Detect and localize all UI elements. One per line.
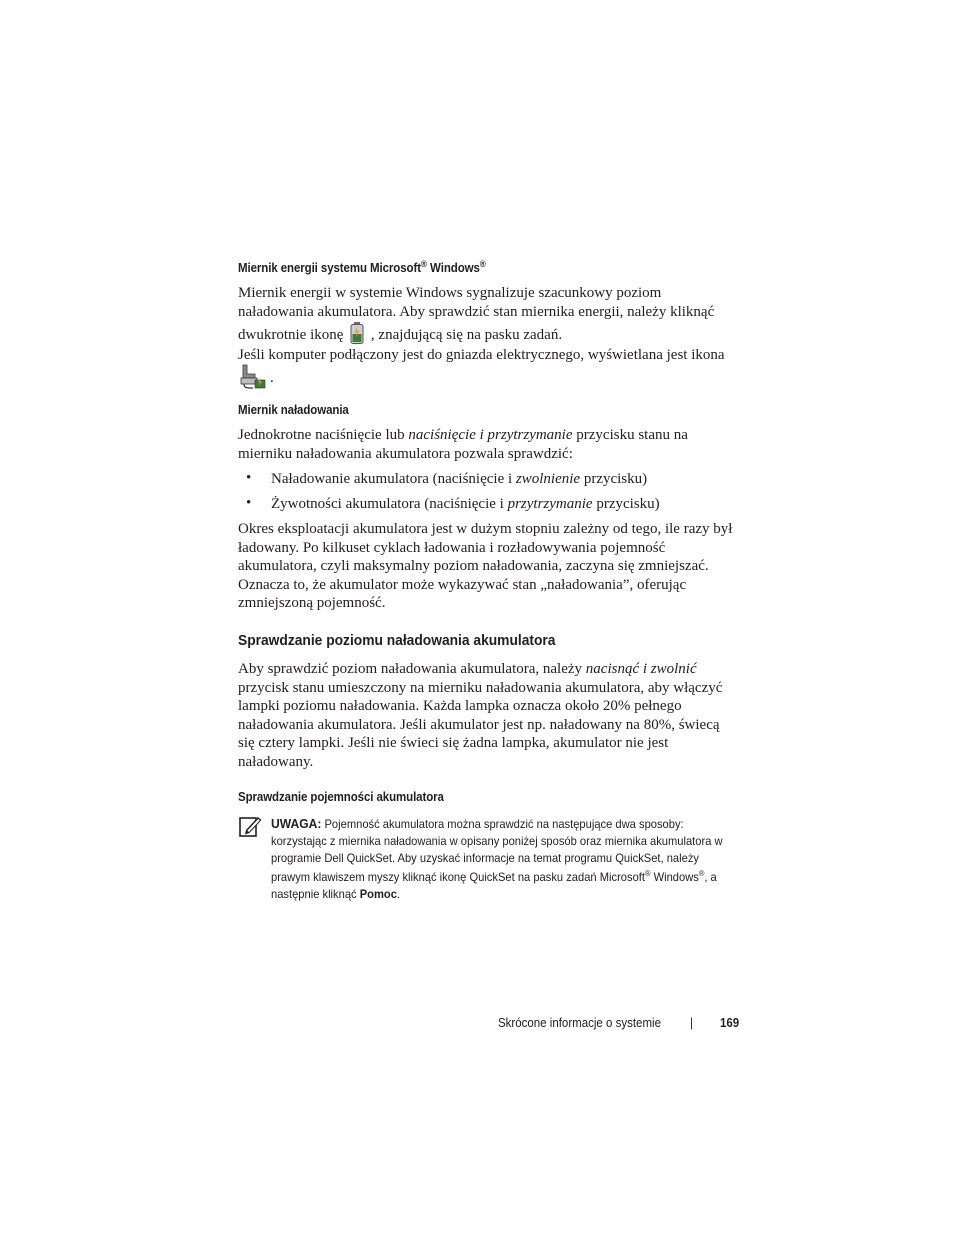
paragraph-text: , znajdującą się na pasku zadań. [367, 327, 563, 344]
charge-gauge-paragraph [238, 426, 738, 463]
list-item-text: przycisku) [592, 496, 660, 512]
plugged-in-paragraph [238, 346, 738, 365]
pencil-note-icon [239, 815, 263, 842]
plugged-in-paragraph-end [270, 369, 290, 388]
section-heading-power-meter [238, 259, 486, 275]
section-heading-check-capacity: Sprawdzanie pojemności akumulatora [238, 790, 444, 804]
note-label: UWAGA: [271, 816, 322, 831]
list-item-text: Naładowanie akumulatora (naciśnięcie i [271, 471, 516, 487]
list-item-text: Żywotności akumulatora (naciśnięcie i [271, 496, 508, 512]
heading-text: Miernik energii systemu Microsoft [238, 261, 421, 275]
paragraph-text: Jeśli komputer podłączony jest do gniazda elektrycznego, wyświetlana jest ikona [238, 347, 725, 363]
power-meter-paragraph [238, 284, 738, 351]
note-text [271, 816, 727, 903]
registered-mark: ® [479, 259, 486, 269]
check-charge-paragraph [238, 660, 738, 772]
registered-mark: ® [644, 869, 651, 879]
list-item-text: przycisku) [580, 471, 648, 487]
power-plug-icon [239, 362, 269, 395]
paragraph-text: Miernik energii w systemie Windows sygnalizuje szacunkowy poziom naładowania akumulatora. Aby sprawdzić stan miernika energii, należy kliknąć dwukrotnie ikonę [238, 285, 715, 344]
list-item [271, 495, 741, 514]
footer-separator: | [690, 1016, 693, 1030]
section-heading-check-charge: Sprawdzanie poziomu naładowania akumulatora [238, 632, 556, 649]
note-body: , a następnie kliknąć [271, 870, 717, 902]
paragraph-text: przycisk stanu umieszczony na mierniku naładowania akumulatora, aby włączyć lampki poziomu naładowania. Każda lampka oznacza około 20% pełnego naładowania akumulatora. Jeśli akumulator jest np. naładowany na 80%, świecą się cztery lampki. Jeśli nie świeci się żadna lampka, akumulator nie jest naładowany. [238, 679, 723, 770]
emphasis-text: nacisnąć i zwolnić [585, 661, 697, 677]
help-label: Pomoc [359, 887, 397, 902]
paragraph-text: Jednokrotne naciśnięcie lub [238, 427, 409, 443]
list-item [271, 470, 741, 489]
paragraph-text: przycisku stanu na mierniku naładowania akumulatora pozwala sprawdzić: [238, 427, 688, 462]
note-body: Pojemność akumulatora można sprawdzić na następujące dwa sposoby: korzystając z miernika naładowania w opisany poniżej sposób oraz miernika akumulatora w programie Dell QuickSet. Aby uzyskać informacje na temat programu QuickSet, należy prawym klawiszem myszy kliknąć ikonę QuickSet na pasku zadań Microsoft [271, 817, 723, 885]
page-number: 169 [720, 1016, 740, 1030]
bullet-marker: • [246, 470, 252, 486]
bullet-marker: • [246, 495, 252, 511]
emphasis-text: przytrzymanie [507, 496, 593, 512]
paragraph-text: Aby sprawdzić poziom naładowania akumulatora, należy [238, 661, 586, 677]
paragraph-text: . [270, 370, 274, 386]
note-body: Windows [650, 870, 699, 885]
registered-mark: ® [698, 869, 705, 879]
registered-mark: ® [420, 259, 427, 269]
section-heading-charge-gauge: Miernik naładowania [238, 403, 349, 417]
emphasis-text: naciśnięcie i przytrzymanie [408, 427, 573, 443]
battery-life-paragraph: Okres eksploatacji akumulatora jest w dużym stopniu zależny od tego, ile razy był ładowany. Po kilkuset cyklach ładowania i rozładowywania pojemność akumulatora, czyli maksymalny poziom naładowania, zaczyna się zmniejszać. Oznacza to, że akumulator może wykazywać stan „naładowania”, oferując zmniejszoną pojemność. [238, 521, 733, 612]
footer-title: Skrócone informacje o systemie [498, 1016, 661, 1030]
heading-text-windows: Windows [426, 261, 480, 275]
note-body: . [396, 887, 401, 902]
emphasis-text: zwolnienie [515, 471, 581, 487]
